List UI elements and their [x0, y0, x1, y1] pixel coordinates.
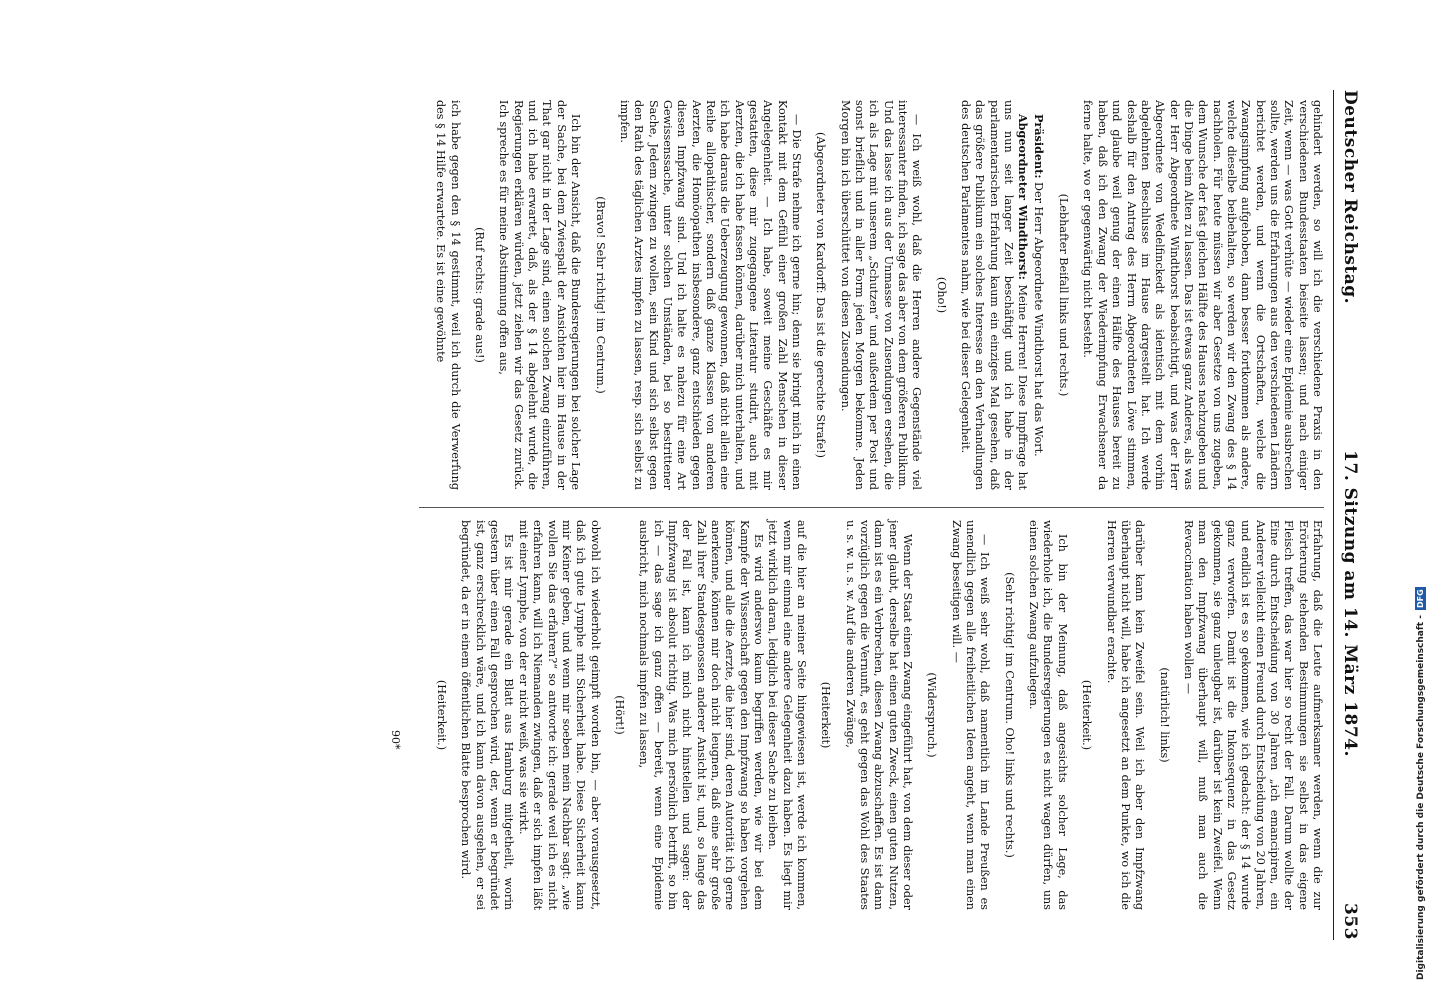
- paragraph: gehindert werden, so will ich die verschiedene Praxis in den verschiedenen Bundesstaaten beiseite lassen; und nach einiger Zeit, wenn — was Gott verhüte — wieder eine Epidemie ausbrechen sollte, werden uns die Erfahrungen aus den verschiedenen Ländern berichtet werden, und wenn die Ortschaften, welche die Zwangsimpfung aufgehoben, dann besser fortkommen als andere, welche dieselbe beibehalten, so werden wir den Zwang des § 14 nachholen. Für heute müssen wir aber Gesetze von uns zugeben, dem Wunsche der fast gleichen Hälfte des Hauses nachzugeben und die Dinge beim Alten zu lassen. Das ist etwas ganz Anderes, als was der Herr Abgeordnete Windthorst beabsichtigt, und was der Herr Abgeordnete von Wedelfinckedt als identisch mit dem vorhin abgelehnten Beschlusse im Hause dargestellt hat. Ich werde deshalb für den Antrag des Herrn Abgeordneten Löwe stimmen, und glaube weil genug der einen Hälfte des Hauses bereit zu haben, daß ich den Zwang der Wiederimpfung Erwachsener da ferne halte, wo er gegenwärtig nicht besteht.: [1081, 100, 1324, 490]
- stage-direction: (Heiterkeit.): [435, 679, 449, 751]
- paragraph: Wenn der Staat einen Zwang eingeführt hat, von dem dieser oder jener glaubt, derselbe hat einen guten Zweck, einen guten Nutzen, dann ist es ein Verbrechen, diesen Zwang abzuschaffen. Es ist dann vorzüglich gegen die Vernunft, es geht gegen das Wohl des Staates u. s. w. u. s. w. Auf die anderen Zwänge,: [843, 520, 915, 910]
- speaker-name: Abgeordneter Windthorst:: [1016, 114, 1031, 280]
- paragraph: — Die Strafe nehme ich gerne hin; denn sie bringt mich in einen Kontakt mit dem Gefühl einer großen Zahl Menschen in dieser Angelegenheit. — Ich habe, soweit meine Geschäfte es mir gestatten, diese mir zugegangene Literatur studirt, auch mit Aerzten, die ich habe fassen können, darüber mich unterhalten, und ich habe daraus die Ueberzeugung gewonnen, daß nicht allein eine Reihe allopathischer, sondern daß ganze Klassen von anderen Aerzten, die Homöopathen insbesondere, ganz entschieden gegen diesen Impfzwang sind. Und ich halte es nahezu für eine Art Gewissenssache, unter solchen Umständen, bei so bestrittener Sache, Jedem zwingen zu wollen, sein Kind und sich selbst gegen den Rath des täglichen Arztes impfen zu lassen, resp. sich selbst zu impfen.: [617, 100, 803, 490]
- stage-direction: (Heiterkeit.): [1080, 679, 1094, 751]
- paragraph: auf die hier an meiner Seite hingewiesen ist, werde ich kommen, wenn mir einmal eine andere Gelegenheit dazu haben. Es liegt mir jetzt wirklich daran, lediglich bei dieser Sache zu bleiben.: [766, 520, 809, 910]
- paragraph: [1030, 100, 1045, 490]
- stage-direction: (Sehr richtig! im Centrum. Oho! links und rechts.): [1002, 572, 1016, 858]
- paragraph: Es ist mir gerade ein Blatt aus Hamburg mitgetheilt, worin gestern über einen Fall gesprochen wird, der, wenn er begründet ist, ganz erschrecklich wäre, und ich kann davon ausgehen, er sei begründet, da er in einem öffentlichen Blatte besprochen wird.: [459, 520, 516, 910]
- folio-mark: 90*: [389, 730, 402, 750]
- running-head: [1340, 90, 1360, 940]
- digitization-credit: [1415, 20, 1426, 980]
- right-column: [424, 520, 1324, 910]
- left-column: [433, 100, 1324, 490]
- dfg-badge: DFG: [1416, 589, 1425, 608]
- paragraph: Erfahrung, daß die Leute aufmerksamer werden, wenn die zur Erörterung stehenden Bestimmungen sie selbst in das eigene Fleisch treffen, das war hier so recht der Fall. Darum wollte der Eine durch Entscheidung von 30 Jahren „ich emancipiren, ein Anderer vielleicht einen Freund durch Entscheidung von 20 Jahren, und endlich ist es so gekommen, wie ich gedacht: der § 14 wurde ganz verworfen. Damit ist die Inkonsequenz in das Gesetz gekommen, sie ganz unleugbar ist, darüber ist kein Zweifel. Wenn man den Impfzwang überhaupt will, muß man auch die Revaccination haben wollen —: [1181, 520, 1324, 910]
- speech-text: Der Herr Abgeordnete Windthorst hat das Wort.: [1031, 182, 1045, 457]
- paragraph: obwohl ich wiederholt geimpft worden bin, — aber vorausgesetzt, daß ich gute Lymphe mit Sicherheit habe. Diese Sicherheit kann mir Keiner geben, und wenn mir soeben mein Nachbar sagt: „wie wollen Sie das erfahren?“ so antworte ich: gerade weil ich es nicht erfahren kann, will ich Niemanden zwingen, daß er sich impfen läßt mit einer Lymphe, von der er nicht weiß, was sie wirkt.: [516, 520, 602, 910]
- stage-direction: (Hört!): [612, 695, 626, 735]
- credit-text: Digitalisierung gefördert durch die Deutsche Forschungsgemeinschaft -: [1416, 615, 1426, 980]
- stage-direction: (Abgeordneter von Kardorff: Das ist die gerechte Strafe!): [814, 131, 828, 459]
- header-center: 17. Sitzung am 14. März 1874.: [1340, 450, 1360, 757]
- paragraph: ich habe gegen den § 14 gestimmt, weil ich durch die Verwerfung des § 14 Hilfe erwartete. Es ist eine gewöhnte: [434, 100, 462, 490]
- paragraph: darüber kann kein Zweifel sein. Weil ich aber den Impfzwang überhaupt nicht will, habe ich angesetzt an dem Punkte, wo ich die Herren verwundbar erachte.: [1104, 520, 1147, 910]
- paragraph: — Ich weiß sehr wohl, daß namentlich im Lande Preußen es unendlich gegen alle freiheitlichen Ideen angeht, wenn man einen Zwang beseitigen will. —: [949, 520, 992, 910]
- stage-direction: (Oho!): [934, 276, 948, 314]
- paragraph: Ich bin der Meinung, daß angesichts solcher Lage, das wiederhole ich, die Bundesregierungen es nicht wagen dürfen, uns einen solchen Zwang aufzulegen.: [1027, 520, 1069, 910]
- paragraph: — Ich weiß wohl, daß die Herren andere Gegenstände viel interessanter finden, ich sage das aber von dem größeren Publikum. Und das lasse ich aus der Unmasse von Zusendungen ersehen, die ich als Lage mit unserem „Schutzen“ und außerdem per Post und sonst brieflich und in aller Form jeden Morgen bekomme. Jeden Morgen bin ich überschüttet von diesen Zusendungen.: [838, 100, 924, 490]
- column-divider: [419, 507, 1324, 508]
- speaker-name: Präsident:: [1031, 114, 1046, 179]
- paragraph: Es wird anderswo kaum begriffen werden, wie wir bei dem Kampfe der Wissenschaft gegen den Impfzwang so haben vorgehen können, und alle die Aerzte, die hier sind, deren Autorität ich gerne anerkenne, können mir doch nicht leugnen, daß eine sehr große Zahl ihrer Standesgenossen anderer Ansicht ist, und, so lange das der Fall ist, kann ich mich nicht hinstellen und sagen: der Impfzwang ist absolut richtig. Was mich persönlich betrifft, so bin ich — das sage ich ganz offen — bereit, wenn eine Epidemie ausbricht, mich nochmals impfen zu lassen,: [637, 520, 765, 910]
- stage-direction: (Heiterkeit): [819, 681, 833, 749]
- stage-direction: (Widerspruch.): [925, 672, 939, 758]
- stage-direction: (Lebhafter Beifall links und rechts.): [1057, 193, 1071, 397]
- header-left: Deutscher Reichstag.: [1340, 90, 1360, 305]
- stage-direction: (Bravo! Sehr richtig! im Centrum.): [593, 196, 607, 394]
- paragraph: Ich bin der Ansicht, daß die Bundesregierungen bei solcher Lage der Sache, bei dem Zwiespalt der Ansichten hier im Hause in der That gar nicht in der Lage sind, einen solchen Zwang einzuführen, und ich habe erwartet, daß, als der § 14 abgelehnt wurde, die Regierungen erklären würden, jetzt ziehen wir das Gesetz zurück. Ich spreche es für meine Abstimmung offen aus,: [497, 100, 583, 490]
- paragraph: [958, 100, 1031, 490]
- speech-text: Meine Herren! Diese Impffrage hat uns nun seit langer Zeit beschäftigt und ich habe in der parlamentarischen Erfahrung kaum ein einziges Mal gesehen, daß das größere Publikum ein solches Interesse an den Verhandlungen des deutschen Parlamentes nahm, wie bei dieser Gelegenheit.: [959, 100, 1030, 491]
- stage-direction: (Ruf rechts: grade aus!): [473, 227, 487, 363]
- stage-direction: (natürlich! links): [1157, 667, 1171, 763]
- page-number: 353: [1340, 903, 1360, 940]
- header-rule: [1333, 90, 1334, 940]
